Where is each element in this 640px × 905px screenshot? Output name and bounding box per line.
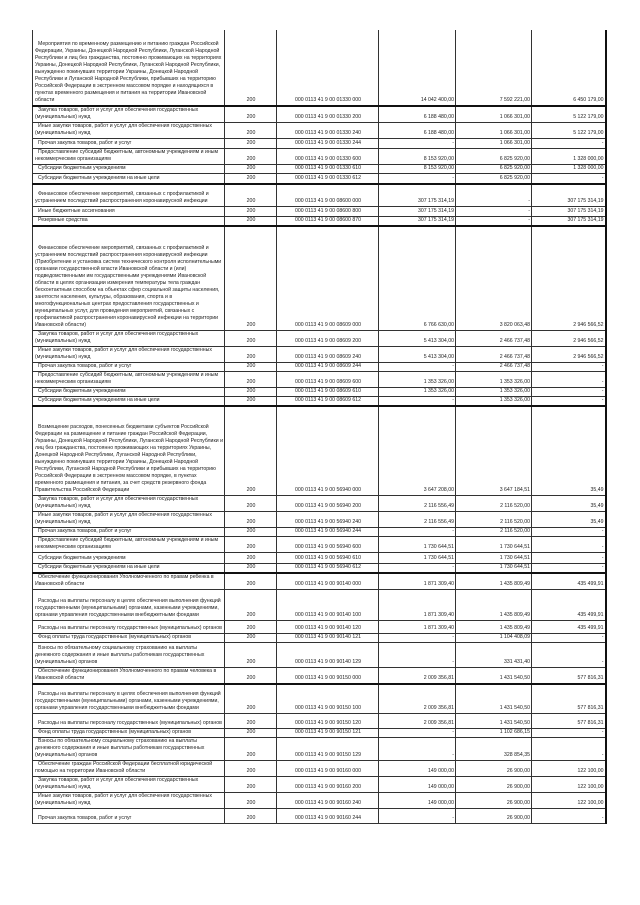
row-description: Обеспечение функционирования Уполномоченного по правам человека в Ивановской области — [33, 667, 225, 684]
line-code: 200 — [225, 667, 277, 684]
row-description: Субсидии бюджетным учреждениям на иные цели — [33, 396, 225, 406]
table-row — [33, 406, 606, 495]
row-description: Субсидии бюджетным учреждениям — [33, 165, 225, 174]
approved-amount: 1 730 644,51 — [379, 552, 456, 563]
unexecuted-amount: 6 450 179,00 — [532, 30, 606, 106]
unexecuted-amount: 5 122 179,00 — [532, 123, 606, 139]
line-code: 200 — [225, 207, 277, 217]
executed-amount: 6 825 920,00 — [456, 174, 532, 184]
unexecuted-amount: - — [532, 563, 606, 573]
approved-amount: 8 153 920,00 — [379, 149, 456, 165]
unexecuted-amount: - — [532, 387, 606, 396]
row-description: Иные закупки товаров, работ и услуг для обеспечения государственных (муниципальных) нужд — [33, 123, 225, 139]
table-row — [33, 330, 606, 346]
budget-classification-code: 000 0113 41 9 00 08600 870 — [277, 217, 379, 227]
line-code: 200 — [225, 226, 277, 330]
unexecuted-amount: 2 946 566,52 — [532, 330, 606, 346]
table-row — [33, 184, 606, 207]
budget-classification-code: 000 0113 41 9 00 56940 240 — [277, 511, 379, 527]
executed-amount: 2 116 520,00 — [456, 527, 532, 536]
executed-amount: 2 466 737,48 — [456, 346, 532, 362]
unexecuted-amount: 2 946 566,52 — [532, 346, 606, 362]
table-row — [33, 620, 606, 633]
line-code: 200 — [225, 633, 277, 642]
approved-amount: 2 116 556,49 — [379, 495, 456, 511]
budget-classification-code: 000 0113 41 9 00 90150 000 — [277, 667, 379, 684]
executed-amount: 7 592 221,00 — [456, 30, 532, 106]
row-description: Фонд оплаты труда государственных (муниципальных) органов — [33, 633, 225, 642]
unexecuted-amount: 577 816,31 — [532, 714, 606, 729]
line-code: 200 — [225, 495, 277, 511]
table-row — [33, 511, 606, 527]
approved-amount: 5 413 304,00 — [379, 346, 456, 362]
row-description: Прочая закупка товаров, работ и услуг — [33, 139, 225, 149]
executed-amount: 1 104 408,09 — [456, 633, 532, 642]
budget-execution-table — [32, 30, 607, 824]
executed-amount: 1 353 326,00 — [456, 387, 532, 396]
executed-amount: 1 353 326,00 — [456, 371, 532, 387]
approved-amount: 2 009 356,81 — [379, 684, 456, 714]
budget-classification-code: 000 0113 41 9 00 56940 610 — [277, 552, 379, 563]
executed-amount: 26 900,00 — [456, 777, 532, 793]
executed-amount: 1 102 686,15 — [456, 729, 532, 738]
budget-classification-code: 000 0113 41 9 00 90140 000 — [277, 573, 379, 590]
table-row — [33, 563, 606, 573]
row-description: Предоставление субсидий бюджетным, автономным учреждениям и иным некоммерческим организациям — [33, 371, 225, 387]
unexecuted-amount: - — [532, 633, 606, 642]
approved-amount: - — [379, 174, 456, 184]
budget-classification-code: 000 0113 41 9 00 90160 244 — [277, 809, 379, 824]
executed-amount: 1 730 644,51 — [456, 563, 532, 573]
unexecuted-amount: 1 328 000,00 — [532, 149, 606, 165]
row-description: Предоставление субсидий бюджетным, автономным учреждениям и иным некоммерческим организациям — [33, 149, 225, 165]
budget-classification-code: 000 0113 41 9 00 90150 100 — [277, 684, 379, 714]
approved-amount: - — [379, 362, 456, 371]
line-code: 200 — [225, 174, 277, 184]
budget-classification-code: 000 0113 41 9 00 90150 120 — [277, 714, 379, 729]
unexecuted-amount: 1 328 000,00 — [532, 165, 606, 174]
budget-classification-code: 000 0113 41 9 00 01330 612 — [277, 174, 379, 184]
approved-amount: 5 413 304,00 — [379, 330, 456, 346]
row-description: Финансовое обеспечение мероприятий, связанных с профилактикой и устранением последствий распространения коронавирусной инфекции (Приобретение и установка систем технического контроля исполнительными органами государственной власти Ивановской области и (или) подведомственными им государственными учреждениями Ивановской области в целях организации измерения температуры тела граждан бесконтактным способом на объектах сфер социальной защиты населения, занятости населения, культуры, образования, спорта и в многофункциональных центрах предоставления государственных и муниципальных услуг, для проведения мероприятий, связанных с профилактикой распространения коронавирусной инфекции на территории Ивановской области) — [33, 226, 225, 330]
unexecuted-amount: 435 499,91 — [532, 589, 606, 620]
unexecuted-amount: 122 100,00 — [532, 761, 606, 777]
budget-classification-code: 000 0113 41 9 00 08609 200 — [277, 330, 379, 346]
approved-amount: 149 000,00 — [379, 793, 456, 809]
row-description: Иные бюджетные ассигнования — [33, 207, 225, 217]
budget-classification-code: 000 0113 41 9 00 56940 244 — [277, 527, 379, 536]
row-description: Иные закупки товаров, работ и услуг для обеспечения государственных (муниципальных) нужд — [33, 346, 225, 362]
line-code: 200 — [225, 123, 277, 139]
budget-classification-code: 000 0113 41 9 00 01330 600 — [277, 149, 379, 165]
budget-classification-code: 000 0113 41 9 00 08600 000 — [277, 184, 379, 207]
approved-amount: 1 730 644,51 — [379, 536, 456, 552]
unexecuted-amount: 577 816,31 — [532, 667, 606, 684]
executed-amount: 2 466 737,48 — [456, 330, 532, 346]
line-code: 200 — [225, 149, 277, 165]
approved-amount: - — [379, 527, 456, 536]
line-code: 200 — [225, 346, 277, 362]
table-row — [33, 217, 606, 227]
unexecuted-amount: 35,49 — [532, 406, 606, 495]
budget-classification-code: 000 0113 41 9 00 90140 121 — [277, 633, 379, 642]
table-row — [33, 106, 606, 123]
budget-classification-code: 000 0113 41 9 00 08609 610 — [277, 387, 379, 396]
unexecuted-amount: 307 175 314,19 — [532, 217, 606, 227]
budget-classification-code: 000 0113 41 9 00 08609 612 — [277, 396, 379, 406]
executed-amount: 6 825 920,00 — [456, 149, 532, 165]
row-description: Иные закупки товаров, работ и услуг для обеспечения государственных (муниципальных) нужд — [33, 793, 225, 809]
line-code: 200 — [225, 139, 277, 149]
approved-amount: 6 766 630,00 — [379, 226, 456, 330]
unexecuted-amount: 122 100,00 — [532, 777, 606, 793]
unexecuted-amount: - — [532, 362, 606, 371]
line-code: 200 — [225, 620, 277, 633]
table-row — [33, 809, 606, 824]
table-row — [33, 777, 606, 793]
line-code: 200 — [225, 729, 277, 738]
line-code: 200 — [225, 573, 277, 590]
line-code: 200 — [225, 793, 277, 809]
approved-amount: - — [379, 809, 456, 824]
budget-classification-code: 000 0113 41 9 00 01330 610 — [277, 165, 379, 174]
budget-classification-code: 000 0113 41 9 00 08600 800 — [277, 207, 379, 217]
table-row — [33, 536, 606, 552]
unexecuted-amount: 35,49 — [532, 495, 606, 511]
approved-amount: 1 871 309,40 — [379, 589, 456, 620]
executed-amount: 1 730 644,51 — [456, 536, 532, 552]
unexecuted-amount: 435 499,91 — [532, 573, 606, 590]
table-row — [33, 793, 606, 809]
row-description: Мероприятия по временному размещению и питанию граждан Российской Федерации, Украины, Донецкой Народной Республики, Луганской Народной Республики и лиц без гражданства, постоянно проживающих на территориях Украины, Донецкой Народной Республики, Луганской Народной Республики, вынужденно покинувших территории Украины, Донецкой Народной Республики и Луганской Народной Республики, прибывших на территорию Российской Федерации в экстренном массовом порядке и находящихся в пунктах временного размещения и питания на территории Ивановской области — [33, 30, 225, 106]
unexecuted-amount: 435 499,91 — [532, 620, 606, 633]
approved-amount: - — [379, 633, 456, 642]
unexecuted-amount: - — [532, 738, 606, 761]
table-row — [33, 738, 606, 761]
row-description: Субсидии бюджетным учреждениям — [33, 387, 225, 396]
approved-amount: 1 353 326,00 — [379, 387, 456, 396]
line-code: 200 — [225, 684, 277, 714]
budget-classification-code: 000 0113 41 9 00 90140 120 — [277, 620, 379, 633]
row-description: Обеспечение граждан Российской Федерации бесплатной юридической помощью на территории Ивановской области — [33, 761, 225, 777]
line-code: 200 — [225, 184, 277, 207]
line-code: 200 — [225, 330, 277, 346]
executed-amount: - — [456, 207, 532, 217]
approved-amount: 2 009 356,81 — [379, 714, 456, 729]
budget-classification-code: 000 0113 41 9 00 90160 240 — [277, 793, 379, 809]
line-code: 200 — [225, 217, 277, 227]
executed-amount: 6 825 920,00 — [456, 165, 532, 174]
row-description: Финансовое обеспечение мероприятий, связанных с профилактикой и устранением последствий распространения коронавирусной инфекции — [33, 184, 225, 207]
budget-classification-code: 000 0113 41 9 00 01330 240 — [277, 123, 379, 139]
row-description: Субсидии бюджетным учреждениям на иные цели — [33, 174, 225, 184]
row-description: Прочая закупка товаров, работ и услуг — [33, 809, 225, 824]
table-row — [33, 387, 606, 396]
budget-classification-code: 000 0113 41 9 00 90150 129 — [277, 738, 379, 761]
unexecuted-amount: - — [532, 809, 606, 824]
row-description: Фонд оплаты труда государственных (муниципальных) органов — [33, 729, 225, 738]
row-description: Закупка товаров, работ и услуг для обеспечения государственных (муниципальных) нужд — [33, 777, 225, 793]
line-code: 200 — [225, 511, 277, 527]
executed-amount: 2 116 520,00 — [456, 511, 532, 527]
budget-classification-code: 000 0113 41 9 00 56940 000 — [277, 406, 379, 495]
row-description: Закупка товаров, работ и услуг для обеспечения государственных (муниципальных) нужд — [33, 495, 225, 511]
budget-classification-code: 000 0113 41 9 00 08609 600 — [277, 371, 379, 387]
line-code: 200 — [225, 777, 277, 793]
unexecuted-amount: - — [532, 552, 606, 563]
executed-amount: 1 066 301,00 — [456, 139, 532, 149]
approved-amount: 3 647 208,00 — [379, 406, 456, 495]
line-code: 200 — [225, 761, 277, 777]
line-code: 200 — [225, 165, 277, 174]
budget-classification-code: 000 0113 41 9 00 56940 612 — [277, 563, 379, 573]
table-row — [33, 761, 606, 777]
budget-classification-code: 000 0113 41 9 00 56940 200 — [277, 495, 379, 511]
approved-amount: 2 009 356,81 — [379, 667, 456, 684]
unexecuted-amount: 2 946 566,52 — [532, 226, 606, 330]
row-description: Иные закупки товаров, работ и услуг для обеспечения государственных (муниципальных) нужд — [33, 511, 225, 527]
row-description: Предоставление субсидий бюджетным, автономным учреждениям и иным некоммерческим организациям — [33, 536, 225, 552]
line-code: 200 — [225, 396, 277, 406]
approved-amount: 8 153 920,00 — [379, 165, 456, 174]
approved-amount: 14 042 400,00 — [379, 30, 456, 106]
table-row — [33, 139, 606, 149]
executed-amount: 3 820 063,48 — [456, 226, 532, 330]
table-row — [33, 362, 606, 371]
table-row — [33, 642, 606, 667]
row-description: Расходы на выплаты персоналу государственных (муниципальных) органов — [33, 714, 225, 729]
executed-amount: 331 431,40 — [456, 642, 532, 667]
table-row — [33, 371, 606, 387]
budget-classification-code: 000 0113 41 9 00 01330 000 — [277, 30, 379, 106]
line-code: 200 — [225, 536, 277, 552]
approved-amount: - — [379, 642, 456, 667]
table-row — [33, 552, 606, 563]
executed-amount: 1 431 540,50 — [456, 667, 532, 684]
row-description: Прочая закупка товаров, работ и услуг — [33, 527, 225, 536]
line-code: 200 — [225, 371, 277, 387]
budget-classification-code: 000 0113 41 9 00 01330 244 — [277, 139, 379, 149]
executed-amount: 2 116 520,00 — [456, 495, 532, 511]
unexecuted-amount: - — [532, 642, 606, 667]
table-row — [33, 573, 606, 590]
table-row — [33, 633, 606, 642]
executed-amount: 1 730 644,51 — [456, 552, 532, 563]
approved-amount: 307 175 314,19 — [379, 184, 456, 207]
line-code: 200 — [225, 714, 277, 729]
row-description: Расходы на выплаты персоналу в целях обеспечения выполнения функций государственными (муниципальными) органами, казенными учреждениями, органами управления государственными внебюджетными фондами — [33, 589, 225, 620]
budget-classification-code: 000 0113 41 9 00 90140 100 — [277, 589, 379, 620]
executed-amount: 26 900,00 — [456, 793, 532, 809]
unexecuted-amount: 307 175 314,19 — [532, 184, 606, 207]
approved-amount: 307 175 314,19 — [379, 207, 456, 217]
line-code: 200 — [225, 589, 277, 620]
budget-classification-code: 000 0113 41 9 00 08609 240 — [277, 346, 379, 362]
unexecuted-amount: - — [532, 536, 606, 552]
executed-amount: 1 435 809,49 — [456, 589, 532, 620]
executed-amount: 1 431 540,50 — [456, 684, 532, 714]
budget-classification-code: 000 0113 41 9 00 01330 200 — [277, 106, 379, 123]
table-row — [33, 346, 606, 362]
approved-amount: - — [379, 729, 456, 738]
table-row — [33, 149, 606, 165]
executed-amount: 26 900,00 — [456, 761, 532, 777]
approved-amount: 307 175 314,19 — [379, 217, 456, 227]
approved-amount: 1 871 309,40 — [379, 620, 456, 633]
unexecuted-amount: 577 816,31 — [532, 684, 606, 714]
approved-amount: 2 116 556,49 — [379, 511, 456, 527]
line-code: 200 — [225, 642, 277, 667]
line-code: 200 — [225, 563, 277, 573]
budget-classification-code: 000 0113 41 9 00 08609 244 — [277, 362, 379, 371]
executed-amount: - — [456, 184, 532, 207]
approved-amount: 6 188 480,00 — [379, 106, 456, 123]
executed-amount: 1 435 809,49 — [456, 620, 532, 633]
row-description: Резервные средства — [33, 217, 225, 227]
unexecuted-amount: 5 122 179,00 — [532, 106, 606, 123]
approved-amount: 149 000,00 — [379, 777, 456, 793]
executed-amount: 3 647 184,51 — [456, 406, 532, 495]
table-row — [33, 396, 606, 406]
row-description: Возмещение расходов, понесенных бюджетами субъектов Российской Федерации на размещение и питание граждан Российской Федерации, Украины, Донецкой Народной Республики, Луганской Народной Республики и лиц без гражданства, постоянно проживающих на территориях Украины, Донецкой Народной Республики, Луганской Народной Республики, вынужденно покинувших территории Украины, Донецкой Народной Республики, Луганской Народной Республики и прибывших на территорию Российской Федерации в экстренном массовом порядке, в пунктах временного размещения и питания, за счет средств резервного фонда Правительства Российской Федерации — [33, 406, 225, 495]
table-row — [33, 207, 606, 217]
line-code: 200 — [225, 106, 277, 123]
line-code: 200 — [225, 406, 277, 495]
row-description: Расходы на выплаты персоналу государственных (муниципальных) органов — [33, 620, 225, 633]
unexecuted-amount: - — [532, 396, 606, 406]
budget-classification-code: 000 0113 41 9 00 56940 600 — [277, 536, 379, 552]
row-description: Субсидии бюджетным учреждениям — [33, 552, 225, 563]
unexecuted-amount: 122 100,00 — [532, 793, 606, 809]
approved-amount: 1 871 309,40 — [379, 573, 456, 590]
approved-amount: 6 188 480,00 — [379, 123, 456, 139]
executed-amount: 1 066 301,00 — [456, 123, 532, 139]
table-row — [33, 226, 606, 330]
line-code: 200 — [225, 809, 277, 824]
unexecuted-amount: - — [532, 729, 606, 738]
executed-amount: 328 854,35 — [456, 738, 532, 761]
executed-amount: 1 353 326,00 — [456, 396, 532, 406]
executed-amount: 1 435 809,49 — [456, 573, 532, 590]
row-description: Субсидии бюджетным учреждениям на иные цели — [33, 563, 225, 573]
executed-amount: 2 466 737,48 — [456, 362, 532, 371]
unexecuted-amount: 35,49 — [532, 511, 606, 527]
line-code: 200 — [225, 738, 277, 761]
table-row — [33, 714, 606, 729]
budget-classification-code: 000 0113 41 9 00 90140 129 — [277, 642, 379, 667]
executed-amount: - — [456, 217, 532, 227]
approved-amount: - — [379, 139, 456, 149]
unexecuted-amount: - — [532, 139, 606, 149]
approved-amount: 1 353 326,00 — [379, 371, 456, 387]
line-code: 200 — [225, 387, 277, 396]
table-row — [33, 174, 606, 184]
line-code: 200 — [225, 362, 277, 371]
row-description: Расходы на выплаты персоналу в целях обеспечения выполнения функций государственными (муниципальными) органами, казенными учреждениями, органами управления государственными внебюджетными фондами — [33, 684, 225, 714]
line-code: 200 — [225, 527, 277, 536]
unexecuted-amount: - — [532, 174, 606, 184]
line-code: 200 — [225, 552, 277, 563]
unexecuted-amount: 307 175 314,19 — [532, 207, 606, 217]
approved-amount: 149 000,00 — [379, 761, 456, 777]
row-description: Взносы по обязательному социальному страхованию на выплаты денежного содержания и иные выплаты работникам государственных (муниципальных) органов — [33, 642, 225, 667]
table-row — [33, 589, 606, 620]
line-code: 200 — [225, 30, 277, 106]
approved-amount: - — [379, 738, 456, 761]
row-description: Взносы по обязательному социальному страхованию на выплаты денежного содержания и иные выплаты работникам государственных (муниципальных) органов — [33, 738, 225, 761]
approved-amount: - — [379, 396, 456, 406]
executed-amount: 26 900,00 — [456, 809, 532, 824]
table-row — [33, 30, 606, 106]
budget-classification-code: 000 0113 41 9 00 90150 121 — [277, 729, 379, 738]
budget-classification-code: 000 0113 41 9 00 90160 000 — [277, 761, 379, 777]
table-row — [33, 165, 606, 174]
approved-amount: - — [379, 563, 456, 573]
budget-classification-code: 000 0113 41 9 00 90160 200 — [277, 777, 379, 793]
row-description: Обеспечение функционирования Уполномоченного по правам ребенка в Ивановской области — [33, 573, 225, 590]
budget-classification-code: 000 0113 41 9 00 08609 000 — [277, 226, 379, 330]
table-row — [33, 667, 606, 684]
table-row — [33, 527, 606, 536]
row-description: Закупка товаров, работ и услуг для обеспечения государственных (муниципальных) нужд — [33, 330, 225, 346]
row-description: Закупка товаров, работ и услуг для обеспечения государственных (муниципальных) нужд — [33, 106, 225, 123]
table-row — [33, 123, 606, 139]
table-row — [33, 684, 606, 714]
executed-amount: 1 431 540,50 — [456, 714, 532, 729]
unexecuted-amount: - — [532, 371, 606, 387]
unexecuted-amount: - — [532, 527, 606, 536]
table-row — [33, 729, 606, 738]
table-row — [33, 495, 606, 511]
row-description: Прочая закупка товаров, работ и услуг — [33, 362, 225, 371]
executed-amount: 1 066 301,00 — [456, 106, 532, 123]
